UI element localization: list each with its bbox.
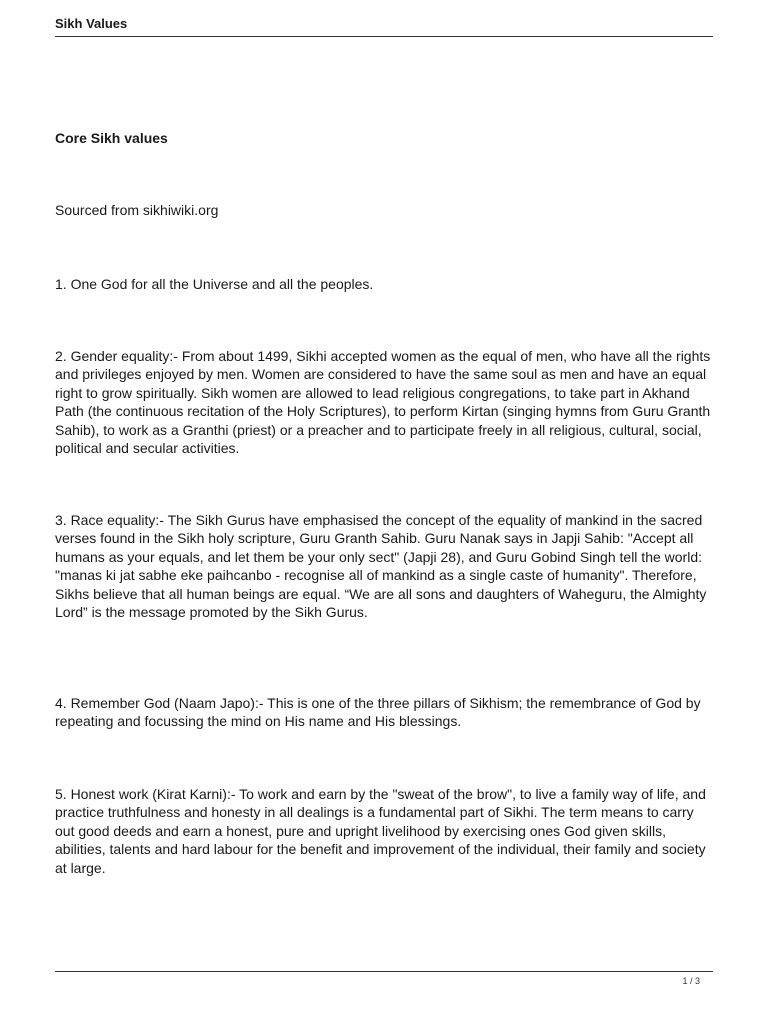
document-title: Core Sikh values: [55, 130, 168, 146]
paragraph-4: 4. Remember God (Naam Japo):- This is one of the three pillars of Sikhism; the remembrance of God by repeating and focussing the mind on His name and His blessings.: [55, 695, 701, 730]
source-line: Sourced from sikhiwiki.org: [55, 202, 219, 218]
paragraph-3: 3. Race equality:- The Sikh Gurus have emphasised the concept of the equality of mankind in the sacred verses found in the Sikh holy scripture, Guru Granth Sahib. Guru Nanak says in Japji Sahib: "Accept all humans as your equals, and let them be your only sect" (Japji 28), and Guru Gobind Singh tell the world: "manas ki jat sabhe eke paihcanbo - recognise all of mankind as a single caste of humanity". Therefore, Sikhs believe that all human beings are equal. “We are all sons and daughters of Waheguru, the Almighty Lord” is the message promoted by the Sikh Gurus.: [55, 512, 707, 621]
footer-divider: [55, 971, 713, 972]
page-number: 1 / 3: [682, 976, 700, 986]
paragraph-5: 5. Honest work (Kirat Karni):- To work and earn by the "sweat of the brow", to live a family way of life, and practice truthfulness and honesty in all dealings is a fundamental part of Sikhi. The term means to carry out good deeds and earn a honest, pure and upright livelihood by exercising ones God given skills, abilities, talents and hard labour for the benefit and improvement of the individual, their family and society at large.: [55, 786, 706, 876]
paragraph-2: 2. Gender equality:- From about 1499, Sikhi accepted women as the equal of men, who have all the rights and privileges enjoyed by men. Women are considered to have the same soul as men and have an equal right to grow spiritually. Sikh women are allowed to lead religious congregations, to take part in Akhand Path (the continuous recitation of the Holy Scriptures), to perform Kirtan (singing hymns from Guru Granth Sahib), to work as a Granthi (priest) or a preacher and to participate freely in all religious, cultural, social, political and secular activities.: [55, 348, 711, 457]
header-title: Sikh Values: [55, 16, 128, 31]
paragraph-1: 1. One God for all the Universe and all the peoples.: [55, 276, 374, 292]
page-header: [55, 14, 713, 37]
